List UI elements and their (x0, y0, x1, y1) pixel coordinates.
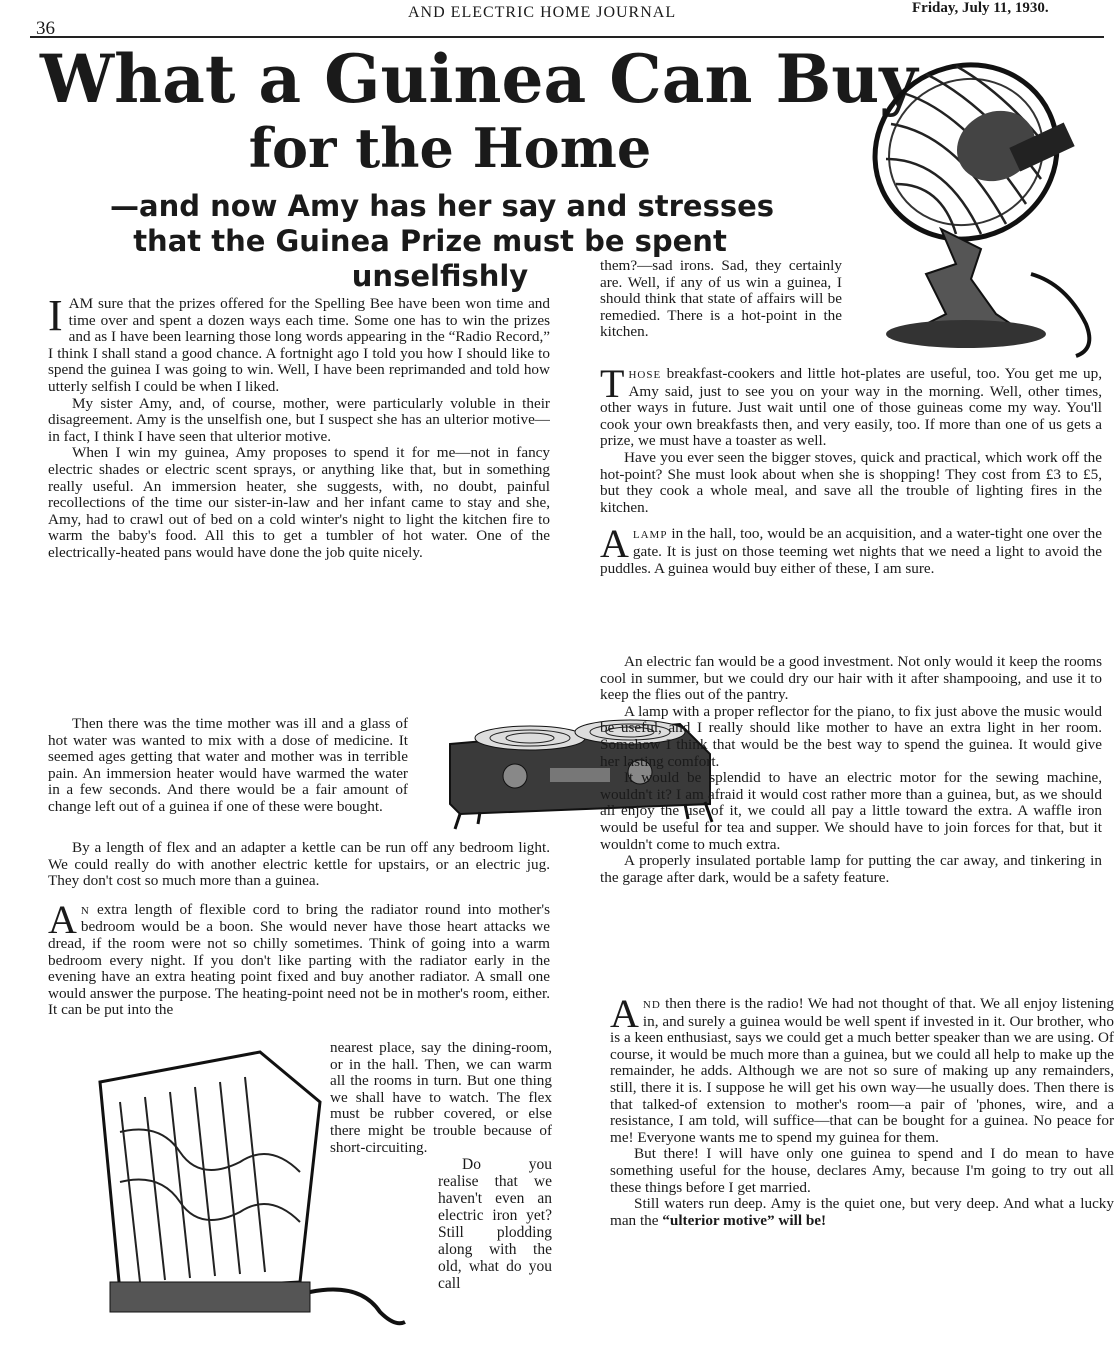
paragraph: An electric fan would be a good investment. Not only would it keep the rooms cool in summer, but we could dry our hair with it after shampooing, and use it to keep the flies out of the pantry. (600, 654, 1102, 704)
article-column-right-bottom (610, 996, 1114, 1326)
closing-paragraph (610, 1196, 1114, 1229)
paragraph: Do you realise that we haven't even an electric iron yet? Still plodding along with the old, what do you call (438, 1156, 552, 1292)
paragraph: AM sure that the prizes offered for the Spelling Bee have been won time and time over and spent a dozen ways each time. Some one has to win the prizes and as I have been learning those long words appearing in the “Radio Record,” I think I shall stand a good chance. A fortnight ago I told you how I should like to spend the guinea I was going to win. Well, I have been reprimanded and told how utterly selfish I could be when I liked. (48, 296, 550, 395)
subhead-line-2: that the Guinea Prize must be spent (133, 224, 727, 258)
small-caps: HOSE (628, 369, 662, 381)
paragraph: My sister Amy, and, of course, mother, were particularly voluble in their disagreement. Amy is the unselfish one, but I suspect she has an ulterior motive—in fact, I think I have seen that ulterior motive. (48, 394, 550, 445)
small-caps: N (80, 904, 90, 917)
paragraph: them?—sad irons. Sad, they certainly are. Well, if any of us win a guinea, I should think that state of affairs will be remedied. There is a hot-point in the kitchen. (600, 258, 842, 341)
article-column-left-top (48, 296, 550, 716)
drop-cap: A (600, 521, 629, 567)
paragraph: in the hall, too, would be an acquisition, and a water-tight one over the gate. It is just on those teeming wet nights that we need a light to avoid the puddles. A guinea would buy either of these, I am sure. (600, 525, 1102, 577)
drop-cap: A (48, 896, 77, 942)
paragraph: By a length of flex and an adapter a kettle can be run off any bedroom light. We could really do with another electric kettle for upstairs, or an electric jug. They don't cost so much more than a guinea. (48, 840, 550, 890)
paragraph: It would be splendid to have an electric motor for the sewing machine, wouldn't it? I am afraid it would cost rather more than a guinea, but, as we should all enjoy the use of it, we could all pay a little toward the extra. A waffle iron would be useful for tea and supper. We should have to join forces for that, but it wouldn't come to much extra. (600, 769, 1102, 853)
paragraph: Have you ever seen the bigger stoves, quick and practical, which work off the hot-point? She must look about when she is shopping! They cost from £3 to £5, but they cook a whole meal, and save all the trouble of lighting fires in the kitchen. (600, 448, 1102, 516)
small-caps: ND (642, 999, 661, 1011)
headline-line-1: What a Guinea Can Buy (40, 40, 918, 118)
paragraph: then there is the radio! We had not thought of that. We all enjoy listening in, and surely a guinea would be well spent if invested in it. Our brother, who is a keen enthusiast, says we could get a much better speaker than we are using. Of course, it would be much more than a guinea, but we could all help to make up the remainder, he adds. Although we are not so sure of making up any remainders, still, there it is. I suppose he will get his own way—he usually does. Then there is that talked-of extension to mother's room—a pair of 'phones, wire, and a resistance, I am told, will suffice—that can be bought for a guinea. No peace for me! Everyone wants me to spend my guinea for them. (610, 996, 1114, 1146)
paragraph: A properly insulated portable lamp for putting the car away, and tinkering in the garage after dark, would be a safety feature. (600, 852, 1102, 886)
page-number: 36 (36, 18, 55, 39)
article-column-left-mid (48, 840, 550, 1040)
paragraph: breakfast-cookers and little hot-plates are useful, too. You get me up, Amy said, just to see you on your way in the morning. Well, other times, other ways in future. Just wait until one of those guineas come my way. You'll cook your own breakfasts then, and very easily, too. If more than one of us gets a prize, we must have a toaster as well. (600, 365, 1102, 450)
subhead-line-1: —and now Amy has her say and stresses (110, 189, 775, 223)
issue-date: Friday, July 11, 1930. (912, 0, 1049, 16)
paragraph: When I win my guinea, Amy proposes to spend it for me—not in fancy electric shades or electric scent sprays, or anything like that, but in something really useful. An immersion heater, she suggests, with, no doubt, painful recollections of the time our sister-in-law and her infant came to stay and she, Amy, had to crawl out of bed on a cold winter's night to light the kitchen fire to warm the baby's food. All this to get a tumbler of hot water. One of the electrically-heated pans would have done the job quite nicely. (48, 444, 550, 561)
electric-heater-illustration (846, 34, 1112, 364)
closing-emphasis: “ulterior motive” (662, 1211, 775, 1229)
journal-name: AND ELECTRIC HOME JOURNAL (408, 4, 677, 21)
article-column-left-narrow (48, 716, 408, 846)
paragraph: nearest place, say the dining-room, or in the hall. Then, we can warm all the rooms in turn. But one thing we shall have to watch. The flex must be rubber covered, or else there might be trouble because of short-circuiting. (330, 1040, 552, 1156)
paragraph: extra length of flexible cord to bring the radiator round into mother's bedroom would be a boon. She would never have those heart attacks we dread, if the room were not so chilly sometimes. Think of going into a warm bedroom every night. If you don't like parting with the radiator early in the evening have an extra heating point fixed and buy another radiator. A small one would answer the purpose. The heating-point need not be in mother's room, either. It can be put into the (48, 900, 550, 1019)
drop-cap: A (610, 996, 639, 1036)
paragraph: Then there was the time mother was ill and a glass of hot water was wanted to mix with a dose of medicine. It seemed ages getting that water and mother was in terrible pain. An immersion heater would have warmed the water in a few seconds. And there would be a fair amount of change left out of a guinea if one of these were bought. (48, 716, 408, 815)
article-column-right-middle (600, 654, 1102, 990)
drop-cap: T (600, 362, 625, 406)
closing-text: Still waters run deep. Amy is the quiet one, but very deep. And what a lucky man the (610, 1195, 1114, 1229)
paragraph: A lamp with a proper reflector for the piano, to fix just above the music would be useful, and I really should like mother to have an extra light in her room. Somehow I think that would be the best way to spend the guinea. It would give her lasting comfort. (600, 702, 1102, 770)
article-column-left-bottom (438, 1156, 552, 1326)
article-column-left-beside-toaster (330, 1040, 552, 1156)
article-column-right-top (600, 258, 842, 362)
small-caps: LAMP (632, 529, 668, 542)
article-column-right-upper (600, 362, 1102, 654)
drop-cap: I (48, 296, 63, 340)
paragraph: But there! I will have only one guinea to spend and I do mean to have something useful for the house, declares Amy, because I'm going to try out all these things before I get married. (610, 1145, 1114, 1196)
headline-line-2: for the Home (248, 116, 652, 180)
closing-end: will be! (778, 1211, 827, 1229)
subhead-line-3: unselfishly (351, 259, 529, 293)
